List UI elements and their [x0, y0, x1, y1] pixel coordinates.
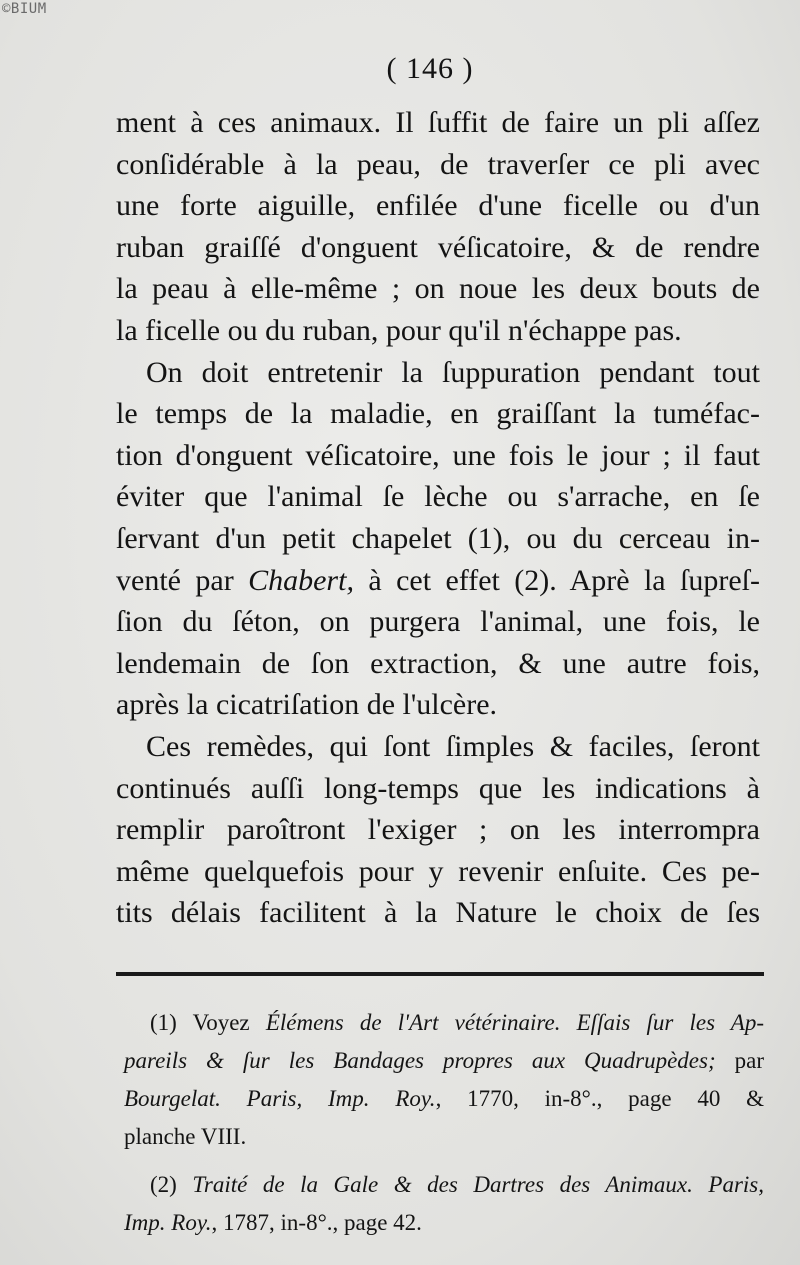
italic-title: pareils & ſur les Bandages propres aux Quadrupèdes;: [124, 1048, 716, 1073]
watermark: ©BIUM: [2, 1, 47, 17]
text-segment: venté par: [116, 563, 249, 597]
footnote-line: [124, 1004, 764, 1042]
text-line: tits délais facilitent à la Nature le choix de ſes: [116, 896, 760, 930]
text-line: la ficelle ou du ruban, pour qu'il n'échappe pas.: [116, 313, 682, 347]
text-line: une forte aiguille, enfilée d'une ficelle ou d'un: [116, 189, 760, 223]
footnote-line: [124, 1080, 764, 1118]
italic-title: Imp. Roy.: [124, 1210, 212, 1235]
text-line: la peau à elle-même ; on noue les deux bouts de: [116, 272, 760, 306]
text-segment: , 1787, in-8°., page 42.: [211, 1210, 422, 1235]
italic-title: Élémens de l'Art vétérinaire. Eſſais ſur les Ap-: [265, 1010, 764, 1035]
text-line: éviter que l'animal ſe lèche ou s'arrache, en ſe: [116, 480, 760, 514]
footnote-line: [124, 1166, 764, 1204]
italic-title: Traité de la Gale & des Dartres des Animaux. Paris,: [176, 1172, 764, 1197]
text-line: après la cicatriſation de l'ulcère.: [116, 688, 498, 722]
page-number: ( 146 ): [386, 52, 474, 85]
text-line: Ces remèdes, qui ſont ſimples & faciles, ſeront: [146, 729, 760, 763]
text-line: ſervant d'un petit chapelet (1), ou du cerceau in-: [116, 521, 760, 555]
footnote-marker: (2): [150, 1172, 177, 1197]
italic-name: Chabert,: [248, 563, 354, 597]
text-line: même quelquefois pour y revenir enſuite. Ces pe-: [116, 854, 760, 888]
text-line: remplir paroîtront l'exiger ; on les interrompra: [116, 813, 760, 847]
text-line: ſion du ſéton, on purgera l'animal, une fois, le: [116, 605, 760, 639]
text-line: conſidérable à la peau, de traverſer ce pli avec: [116, 147, 760, 181]
text-line: continués auſſi long-temps que les indications à: [116, 771, 760, 805]
text-segment: par: [715, 1048, 764, 1073]
text-segment: à cet effet (2). Aprè la ſupreſ-: [353, 563, 760, 597]
footnote-line: planche VIII.: [124, 1124, 247, 1149]
text-line: lendemain de ſon extraction, & une autre fois,: [116, 646, 760, 680]
text-line: On doit entretenir la ſuppuration pendant tout: [146, 355, 760, 389]
text-line: tion d'onguent véſicatoire, une fois le jour ; il faut: [116, 438, 760, 472]
footnote-separator: [116, 972, 764, 976]
text-segment: Voyez: [176, 1010, 266, 1035]
footnote-line: [124, 1042, 764, 1080]
body-text: [116, 102, 760, 934]
text-line: le temps de la maladie, en graiſſant la tuméfac-: [116, 397, 760, 431]
italic-title: Bourgelat. Paris, Imp. Roy.: [124, 1086, 436, 1111]
text-segment: , 1770, in-8°., page 40 &: [435, 1086, 764, 1111]
footnote-marker: (1): [150, 1010, 177, 1035]
text-line: [116, 560, 760, 602]
footnotes: [124, 1004, 764, 1242]
text-line: ruban graiſſé d'onguent véſicatoire, & de rendre: [116, 230, 760, 264]
footnote-line: [124, 1204, 764, 1242]
text-line: ment à ces animaux. Il ſuffit de faire un pli aſſez: [116, 106, 760, 139]
